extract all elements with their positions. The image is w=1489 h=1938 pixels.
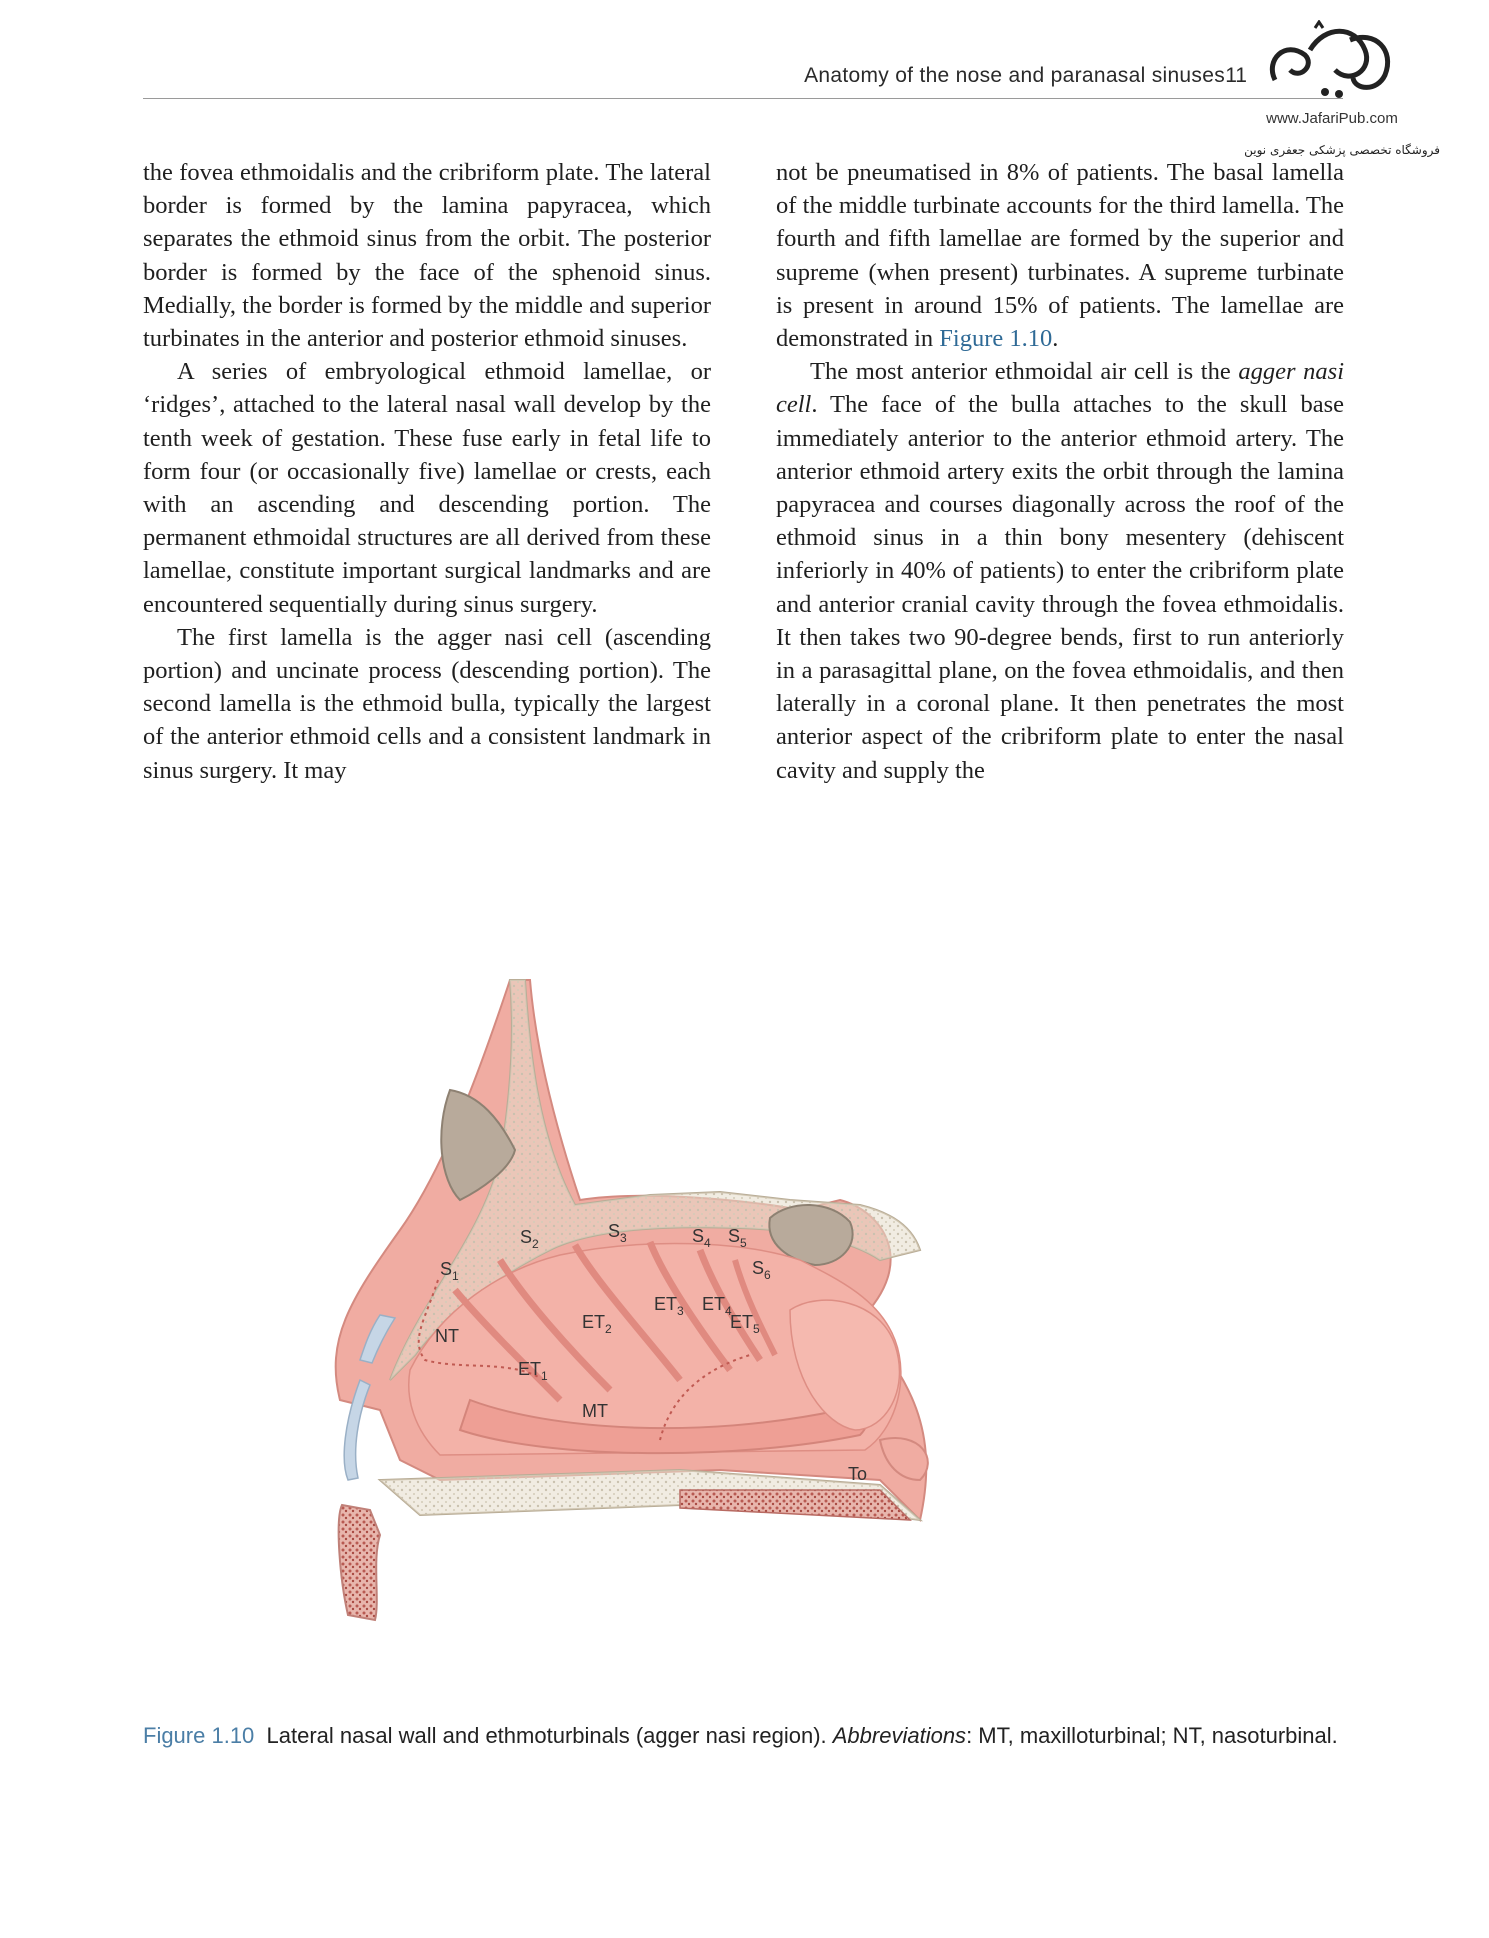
figure-caption [143, 1720, 1343, 1751]
label-mt: MT [582, 1401, 608, 1421]
label-s6: $S_6$ [752, 1258, 771, 1282]
soft-palate [680, 1490, 910, 1520]
publisher-persian-name: فروشگاه تخصصی پزشکی جعفری نوین [1244, 143, 1440, 157]
caption-text: Lateral nasal wall and ethmoturbinals (agger nasi region). [266, 1723, 833, 1748]
text-run: not be pneumatised in 8% of patients. The basal lamella of the middle turbinate accounts for the third lamella. The fourth and fifth lamellae are formed by the superior and supreme (when present) turbinates. A supreme turbinate is present in around 15% of patients. The lamellae are demonstrated in [776, 159, 1344, 353]
upper-lip [339, 1505, 380, 1620]
label-et1: $ET_1$ [518, 1359, 548, 1383]
publisher-url: www.JafariPub.com [1266, 110, 1398, 127]
label-et5: $ET_5$ [730, 1312, 760, 1336]
nasal-wall-illustration [320, 960, 1120, 1660]
caption-emphasis: Abbreviations [832, 1723, 967, 1748]
figure-link[interactable]: Figure 1.10 [939, 325, 1053, 353]
left-column [143, 156, 711, 787]
paragraph: A series of embryological ethmoid lamellae, or ‘ridges’, attached to the lateral nasal wall develop by the tenth week of gestation. These fuse early in fetal life to form four (or occasionally five) lamellae or crests, each with an ascending and descending portion. The permanent ethmoidal structures are all derived from these lamellae, constitute important surgical landmarks and are encountered sequentially during sinus surgery. [143, 358, 711, 618]
paragraph: The first lamella is the agger nasi cell (ascending portion) and uncinate process (descending portion). The second lamella is the ethmoid bulla, typically the largest of the anterior ethmoid cells and a consistent landmark in sinus surgery. It may [143, 623, 711, 784]
label-s5: $S_5$ [728, 1226, 747, 1250]
right-column [776, 156, 1344, 787]
paragraph: the fovea ethmoidalis and the cribriform plate. The lateral border is formed by the lamina papyracea, which separates the ethmoid sinus from the orbit. The posterior border is formed by the face of the sphenoid sinus. Medially, the border is formed by the middle and superior turbinates in the anterior and posterior ethmoid sinuses. [143, 159, 711, 353]
paragraph [776, 156, 1344, 355]
running-head [143, 58, 1343, 99]
publisher-logo-icon [1255, 20, 1405, 110]
page-number: 11 [1225, 64, 1247, 87]
caption-text: : MT, maxilloturbinal; NT, nasoturbinal. [966, 1723, 1338, 1748]
text-run: . [1052, 325, 1059, 353]
label-s3: $S_3$ [608, 1221, 627, 1245]
label-s4: $S_4$ [692, 1226, 711, 1250]
text-run: The most anterior ethmoidal air cell is the [810, 358, 1239, 386]
text-run: . The face of the bulla attaches to the skull base immediately anterior to the anterior ethmoid artery. The anterior ethmoid artery exits the orbit through the lamina papyracea and courses diagonally across the roof of the ethmoid sinus in a thin bony mesentery (dehiscent inferiorly in 40% of patients) to enter the cribriform plate and anterior cranial cavity through the fovea ethmoidalis. It then takes two 90-degree bends, first to run anteriorly in a parasagittal plane, on the fovea ethmoidalis, and then laterally in a coronal plane. It then penetrates the most anterior aspect of the cribriform plate to enter the nasal cavity and supply the [776, 391, 1344, 784]
running-title: Anatomy of the nose and paranasal sinuses [804, 64, 1225, 87]
label-et3: $ET_3$ [654, 1294, 684, 1318]
paragraph [776, 355, 1344, 787]
label-et2: $ET_2$ [582, 1312, 612, 1336]
label-s1: $S_1$ [440, 1259, 459, 1283]
label-nt: NT [435, 1326, 459, 1346]
emphasis: agger nasi cell [776, 358, 1344, 419]
label-s2: $S_2$ [520, 1227, 539, 1251]
label-et4: $ET_4$ [702, 1294, 732, 1318]
caption-label: Figure 1.10 [143, 1723, 255, 1748]
label-to: To [848, 1464, 868, 1484]
